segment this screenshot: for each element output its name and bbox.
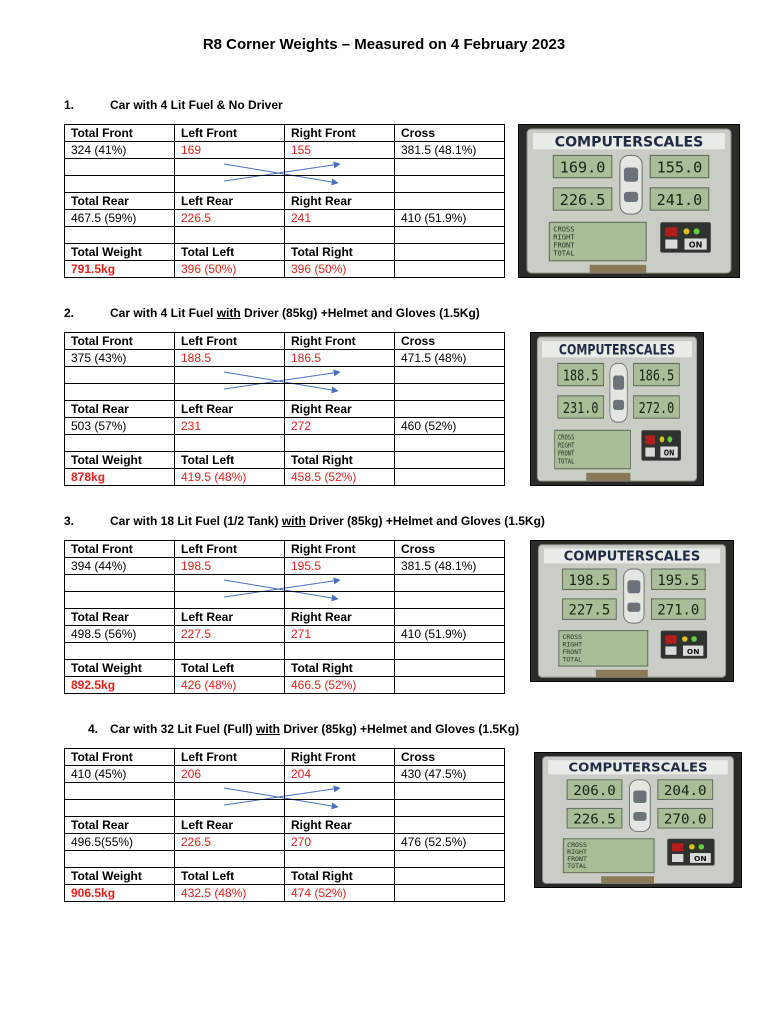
scale-lr-reading: 226.5 [559,191,606,210]
section-heading-text-after: Driver (85kg) +Helmet and Gloves (1.5Kg) [280,722,520,736]
cross-label: Cross [395,333,505,350]
scale-line-total: TOTAL [553,248,575,258]
scale-display-image [519,125,739,277]
scale-lf-reading: 198.5 [568,572,611,589]
section-heading [88,722,519,736]
scale-line-front: FRONT [553,240,575,250]
table-row [65,452,505,469]
table-row [65,749,505,766]
total-left-value: 396 (50%) [175,261,285,278]
section-heading-text: Car with 18 Lit Fuel (1/2 Tank) [110,514,282,528]
total-rear-label: Total Rear [65,401,175,418]
table-row [65,558,505,575]
table-row [65,783,505,800]
total-rear-value: 496.5(55%) [65,834,175,851]
total-weight-label: Total Weight [65,868,175,885]
total-front-value: 394 (44%) [65,558,175,575]
left-front-label: Left Front [175,749,285,766]
cross-front-value: 381.5 (48.1%) [395,142,505,159]
total-weight-label: Total Weight [65,660,175,677]
section-number: 3. [64,514,75,528]
total-front-value: 410 (45%) [65,766,175,783]
scale-line-right: RIGHT [557,441,575,450]
scale-on-label: ON [694,854,707,864]
section-heading-text: Car with 32 Lit Fuel (Full) [110,722,257,736]
scale-red-button [665,227,677,236]
total-weight-value: 906.5kg [65,885,175,902]
right-front-value: 195.5 [285,558,395,575]
total-left-value: 426 (48%) [175,677,285,694]
table-row [65,817,505,834]
scale-line-total: TOTAL [562,655,583,664]
corner-weight-table [64,540,505,694]
scale-line-cross: CROSS [562,632,583,642]
scale-line-cross: CROSS [567,840,588,849]
section-heading-text-after: Driver (85kg) +Helmet and Gloves (1.5Kg) [305,514,545,528]
total-right-value: 466.5 (52%) [285,677,395,694]
total-rear-value: 467.5 (59%) [65,210,175,227]
table-row [65,469,505,486]
table-row [65,435,505,452]
scale-lf-reading: 188.5 [562,367,599,386]
right-front-label: Right Front [285,125,395,142]
scale-line-right: RIGHT [553,232,575,242]
scale-red-button [672,843,683,851]
total-weight-label: Total Weight [65,452,175,469]
section-heading [64,98,283,112]
scale-rr-reading: 271.0 [657,602,700,619]
table-row [65,367,505,384]
total-rear-label: Total Rear [65,193,175,210]
scale-line-total: TOTAL [557,458,575,466]
scale-photo [518,124,740,278]
scale-rr-reading: 241.0 [656,191,703,210]
total-right-value: 458.5 (52%) [285,469,395,486]
left-rear-value: 226.5 [175,834,285,851]
scale-line-total: TOTAL [567,862,588,871]
scale-photo [530,540,734,682]
total-rear-label: Total Rear [65,817,175,834]
left-front-label: Left Front [175,541,285,558]
scale-brand: COMPUTERSCALES [554,134,704,151]
total-weight-value: 791.5kg [65,261,175,278]
scale-lr-reading: 227.5 [568,602,611,619]
table-row [65,834,505,851]
section-number: 2. [64,306,75,320]
total-right-value: 396 (50%) [285,261,395,278]
section-heading-text: Car with 4 Lit Fuel & No Driver [110,98,283,112]
scale-lf-reading: 169.0 [559,158,606,177]
total-weight-value: 878kg [65,469,175,486]
total-weight-label: Total Weight [65,244,175,261]
section-heading-underline: with [256,722,281,736]
scale-display-image [531,333,703,485]
total-front-label: Total Front [65,333,175,350]
left-rear-value: 226.5 [175,210,285,227]
total-left-label: Total Left [175,868,285,885]
scale-display-image [535,753,741,887]
table-row [65,677,505,694]
table-row [65,766,505,783]
total-left-label: Total Left [175,660,285,677]
table-row [65,851,505,868]
left-front-label: Left Front [175,333,285,350]
scale-red-button [645,435,654,444]
scale-line-right: RIGHT [562,640,583,649]
total-right-label: Total Right [285,244,395,261]
left-front-value: 198.5 [175,558,285,575]
table-row [65,885,505,902]
page-title: R8 Corner Weights – Measured on 4 February 2023 [202,36,566,53]
cross-rear-value: 410 (51.9%) [395,626,505,643]
table-row [65,609,505,626]
scale-rf-reading: 155.0 [656,158,703,177]
right-front-value: 186.5 [285,350,395,367]
scale-photo [534,752,742,888]
section-heading-underline: with [281,514,306,528]
right-rear-value: 272 [285,418,395,435]
table-row [65,227,505,244]
section-heading [64,306,480,320]
scale-display-image [531,541,733,681]
scale-brand: COMPUTERSCALES [563,549,701,565]
corner-weight-table [64,124,505,278]
scale-rr-reading: 272.0 [638,399,675,418]
table-row [65,800,505,817]
scale-photo [530,332,704,486]
table-row [65,541,505,558]
scale-on-label: ON [686,646,700,656]
scale-line-cross: CROSS [557,433,575,442]
scale-red-button [665,635,676,643]
scale-line-front: FRONT [557,450,575,458]
table-row [65,333,505,350]
left-front-value: 206 [175,766,285,783]
right-front-label: Right Front [285,333,395,350]
cross-rear-value: 476 (52.5%) [395,834,505,851]
table-row [65,261,505,278]
scale-lr-reading: 226.5 [573,811,616,828]
left-rear-label: Left Rear [175,193,285,210]
scale-rf-reading: 204.0 [663,783,707,799]
table-row [65,244,505,261]
car-icon [610,363,627,422]
left-rear-label: Left Rear [175,817,285,834]
cross-label: Cross [395,125,505,142]
total-left-label: Total Left [175,244,285,261]
scale-rr-reading: 270.0 [663,811,707,828]
section-heading-underline: with [216,306,241,320]
total-weight-value: 892.5kg [65,677,175,694]
total-front-value: 375 (43%) [65,350,175,367]
table-row [65,193,505,210]
left-rear-label: Left Rear [175,401,285,418]
scale-brand: COMPUTERSCALES [568,761,708,776]
table-row [65,210,505,227]
right-front-label: Right Front [285,749,395,766]
scale-rf-reading: 195.5 [657,572,700,589]
left-front-value: 188.5 [175,350,285,367]
right-rear-value: 241 [285,210,395,227]
section-heading-text-after: Driver (85kg) +Helmet and Gloves (1.5Kg) [240,306,480,320]
cross-label: Cross [395,541,505,558]
left-front-value: 169 [175,142,285,159]
section-number: 4. [88,722,99,736]
table-row [65,176,505,193]
table-row [65,350,505,367]
scale-lf-reading: 206.0 [573,783,616,799]
table-row [65,626,505,643]
scale-brand: COMPUTERSCALES [558,340,676,358]
table-row [65,159,505,176]
left-rear-label: Left Rear [175,609,285,626]
cross-front-value: 471.5 (48%) [395,350,505,367]
cross-label: Cross [395,749,505,766]
table-row [65,384,505,401]
corner-weight-table [64,332,505,486]
total-front-label: Total Front [65,541,175,558]
table-row [65,592,505,609]
scale-line-front: FRONT [562,647,583,656]
table-row [65,868,505,885]
section-heading [64,514,545,528]
scale-on-label: ON [663,447,675,458]
total-rear-value: 498.5 (56%) [65,626,175,643]
scale-line-right: RIGHT [567,848,588,856]
scale-lr-reading: 231.0 [562,399,599,418]
cross-front-value: 430 (47.5%) [395,766,505,783]
total-right-label: Total Right [285,452,395,469]
scale-line-front: FRONT [567,855,588,864]
table-row [65,125,505,142]
corner-weight-table [64,748,505,902]
total-rear-label: Total Rear [65,609,175,626]
scale-rf-reading: 186.5 [638,367,675,386]
table-row [65,575,505,592]
right-rear-value: 271 [285,626,395,643]
table-row [65,142,505,159]
right-rear-label: Right Rear [285,193,395,210]
right-rear-label: Right Rear [285,817,395,834]
right-rear-value: 270 [285,834,395,851]
car-icon [624,569,644,623]
total-right-label: Total Right [285,868,395,885]
cross-rear-value: 460 (52%) [395,418,505,435]
total-front-label: Total Front [65,749,175,766]
car-icon [629,780,650,832]
total-right-label: Total Right [285,660,395,677]
scale-on-label: ON [688,239,703,250]
total-left-value: 432.5 (48%) [175,885,285,902]
right-rear-label: Right Rear [285,401,395,418]
table-row [65,401,505,418]
right-front-label: Right Front [285,541,395,558]
right-rear-label: Right Rear [285,609,395,626]
table-row [65,643,505,660]
left-rear-value: 227.5 [175,626,285,643]
right-front-value: 155 [285,142,395,159]
section-number: 1. [64,98,75,112]
car-icon [620,155,642,214]
total-front-value: 324 (41%) [65,142,175,159]
section-heading-text: Car with 4 Lit Fuel [110,306,217,320]
total-left-value: 419.5 (48%) [175,469,285,486]
total-right-value: 474 (52%) [285,885,395,902]
cross-front-value: 381.5 (48.1%) [395,558,505,575]
cross-rear-value: 410 (51.9%) [395,210,505,227]
left-front-label: Left Front [175,125,285,142]
scale-line-cross: CROSS [553,224,575,234]
table-row [65,660,505,677]
total-rear-value: 503 (57%) [65,418,175,435]
left-rear-value: 231 [175,418,285,435]
total-front-label: Total Front [65,125,175,142]
right-front-value: 204 [285,766,395,783]
total-left-label: Total Left [175,452,285,469]
table-row [65,418,505,435]
